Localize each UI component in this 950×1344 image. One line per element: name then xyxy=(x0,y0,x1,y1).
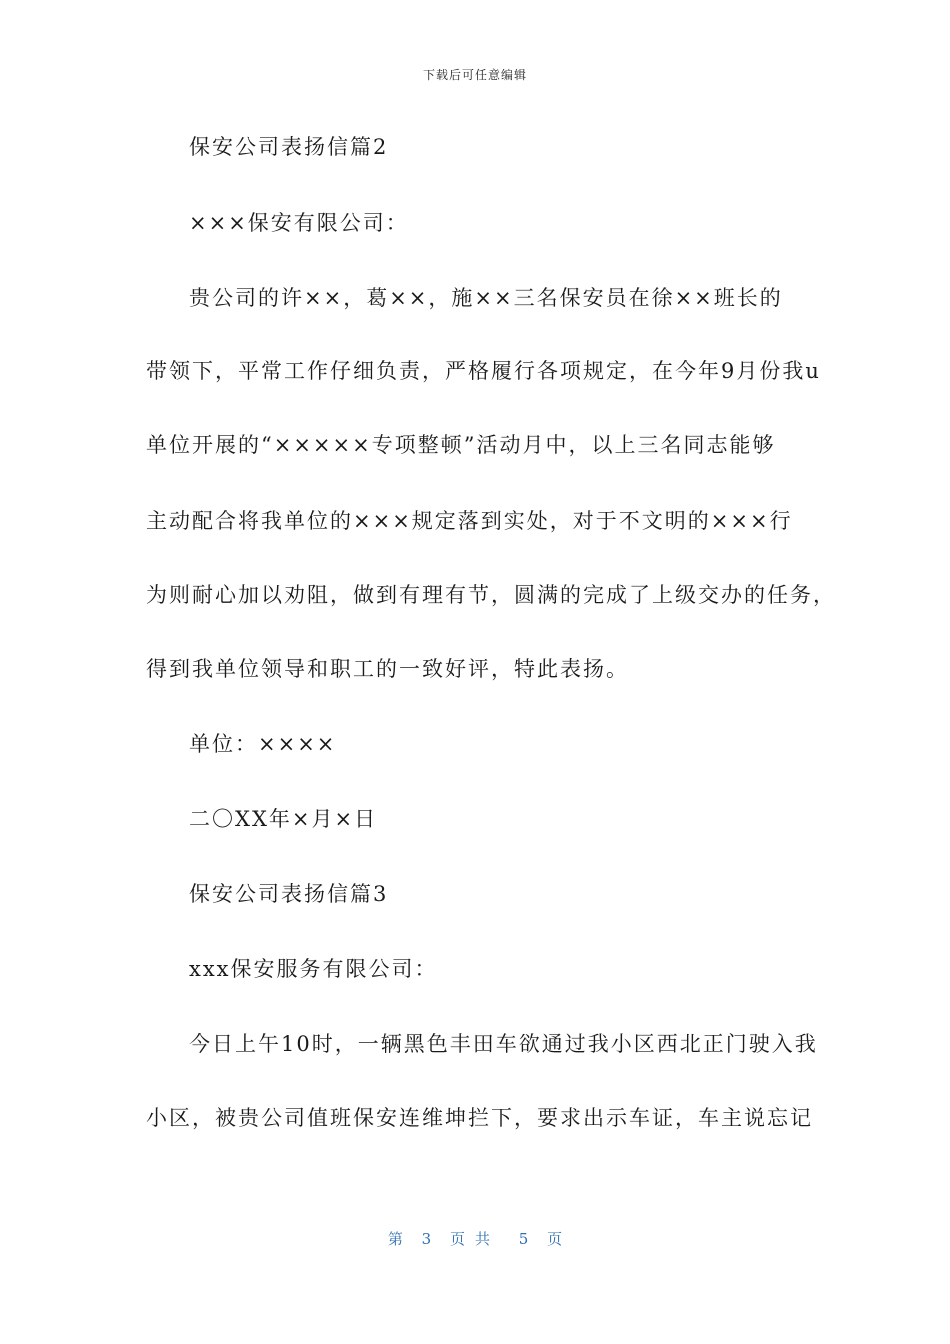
signature-unit: 单位：×××× xyxy=(189,732,337,756)
page-footer-suffix: 页 xyxy=(547,1230,563,1248)
paragraph-line: 为则耐心加以劝阻，做到有理有节，圆满的完成了上级交办的任务， xyxy=(146,583,836,607)
current-page-number: 3 xyxy=(421,1230,432,1248)
signature-date: 二〇XX年×月×日 xyxy=(189,807,378,831)
paragraph-line: 主动配合将我单位的×××规定落到实处，对于不文明的×××行 xyxy=(146,509,793,533)
letter-salutation: xxx保安服务有限公司： xyxy=(189,957,438,981)
paragraph-line: 贵公司的许××，葛××，施××三名保安员在徐××班长的 xyxy=(189,286,783,310)
paragraph-line: 带领下，平常工作仔细负责，严格履行各项规定，在今年9月份我u xyxy=(146,359,821,383)
paragraph-line: 得到我单位领导和职工的一致好评，特此表扬。 xyxy=(146,657,629,681)
page-header-note: 下载后可任意编辑 xyxy=(422,68,527,82)
paragraph-line: 小区，被贵公司值班保安连维坤拦下，要求出示车证，车主说忘记 xyxy=(146,1106,813,1130)
paragraph-line: 单位开展的“×××××专项整顿”活动月中，以上三名同志能够 xyxy=(146,433,776,457)
page-number-footer xyxy=(0,1228,950,1249)
section-title-2: 保安公司表扬信篇2 xyxy=(189,135,389,159)
section-title-3: 保安公司表扬信篇3 xyxy=(189,882,389,906)
paragraph-line: 今日上午10时，一辆黑色丰田车欲通过我小区西北正门驶入我 xyxy=(189,1032,818,1056)
letter-salutation: ×××保安有限公司： xyxy=(189,211,409,235)
total-pages-number: 5 xyxy=(518,1230,529,1248)
page-footer-prefix: 第 xyxy=(387,1230,403,1248)
page-footer-middle: 页共 xyxy=(449,1230,500,1248)
